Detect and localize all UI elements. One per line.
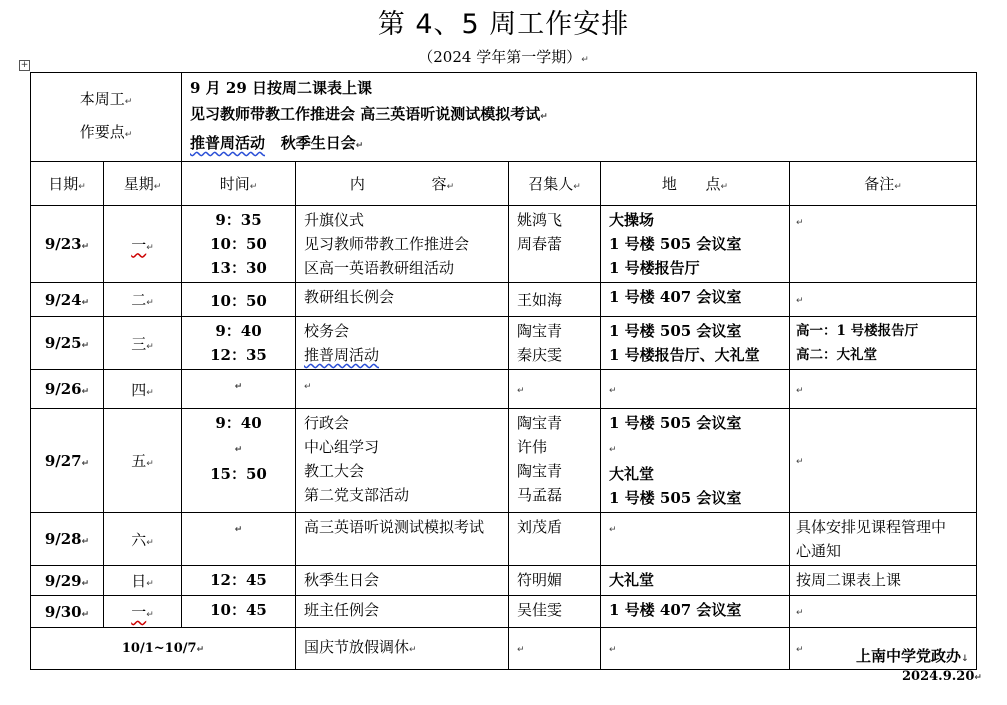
convener-entry: 马孟磊 [517, 486, 563, 504]
date-cell: 9/27↵ [31, 409, 104, 513]
content-cell: ↵ [296, 370, 509, 409]
time-cell [182, 283, 296, 317]
weekday-cell: 一↵ [104, 596, 182, 628]
notes-cell [790, 317, 977, 370]
convener-entry: 刘茂盾 [517, 518, 563, 536]
weekly-focus-label: 本周工↵ 作要点↵ [31, 73, 182, 162]
note-entry: 心通知 [796, 542, 842, 560]
table-row [31, 566, 977, 596]
time-cell: ↵ [182, 513, 296, 566]
location-entry: ↵ [609, 445, 617, 455]
table-row [31, 596, 977, 628]
date-cell: 9/28↵ [31, 513, 104, 566]
date-cell: 9/30↵ [31, 596, 104, 628]
location-cell: ↵ [601, 513, 790, 566]
location-entry: 1 号楼 505 会议室 [609, 322, 742, 340]
date-cell: 9/23↵ [31, 206, 104, 283]
weekday-cell: 四↵ [104, 370, 182, 409]
convener-entry: 周春蕾 [517, 235, 563, 253]
content-entry: 区高一英语教研组活动 [304, 259, 455, 277]
location-entry: 大操场 [609, 211, 655, 229]
location-entry: 1 号楼 505 会议室 [609, 414, 742, 432]
location-entry: 大礼堂 [609, 571, 655, 589]
focus-item: 推普周活动 [190, 134, 266, 152]
date-cell: 9/29↵ [31, 566, 104, 596]
convener-cell: ↵ [509, 370, 601, 409]
weekday-cell: 六↵ [104, 513, 182, 566]
focus-item: 秋季生日会 [280, 134, 356, 152]
location-entry: 1 号楼 407 会议室 [609, 288, 742, 306]
date-cell: 9/25↵ [31, 317, 104, 370]
content-cell [296, 513, 509, 566]
weekday-cell: 二↵ [104, 283, 182, 317]
time-entry: ↵ [234, 445, 243, 455]
notes-cell: ↵ [790, 409, 977, 513]
header-weekday: 星期↵ [104, 162, 182, 206]
time-entry: 10：45 [210, 601, 267, 619]
location-cell [601, 317, 790, 370]
header-location: 地 点↵ [601, 162, 790, 206]
time-entry: 15：50 [210, 465, 267, 483]
content-entry: 教工大会 [304, 462, 365, 480]
convener-entry: 陶宝青 [517, 322, 563, 340]
convener-cell: ↵ [509, 628, 601, 670]
time-entry: 12：35 [210, 346, 267, 364]
date-cell: 9/24↵ [31, 283, 104, 317]
time-cell [182, 566, 296, 596]
header-content: 内 容↵ [296, 162, 509, 206]
time-entry: 9：35 [215, 211, 262, 229]
table-row [31, 206, 977, 283]
location-entry: 1 号楼 505 会议室 [609, 235, 742, 253]
convener-entry: 王如海 [517, 290, 563, 309]
location-entry: 1 号楼报告厅、大礼堂 [609, 346, 760, 364]
weekday-cell: 三↵ [104, 317, 182, 370]
focus-line: 推普周活动 秋季生日会↵ [190, 134, 364, 152]
notes-cell: ↵ [790, 596, 977, 628]
note-entry: 高一：1 号楼报告厅 [796, 323, 919, 339]
convener-cell [509, 596, 601, 628]
table-row [31, 370, 977, 409]
time-cell [182, 206, 296, 283]
time-entry: 13：30 [210, 259, 267, 277]
convener-cell [509, 513, 601, 566]
weekday-cell: 五↵ [104, 409, 182, 513]
content-entry: 第二党支部活动 [304, 486, 410, 504]
table-row [31, 283, 977, 317]
note-entry: 高二：大礼堂 [796, 347, 877, 363]
notes-cell [790, 513, 977, 566]
content-cell [296, 566, 509, 596]
table-row [31, 409, 977, 513]
content-entry: 行政会 [304, 414, 350, 432]
time-entry: 9：40 [215, 414, 262, 432]
content-cell [296, 409, 509, 513]
schedule-table [30, 72, 977, 670]
location-entry: 1 号楼 407 会议室 [609, 601, 742, 619]
time-entry: 10：50 [210, 291, 267, 310]
header-notes: 备注↵ [790, 162, 977, 206]
convener-entry: 吴佳雯 [517, 601, 563, 619]
holiday-content-cell: 国庆节放假调休↵ [296, 628, 509, 670]
convener-cell [509, 283, 601, 317]
convener-cell [509, 206, 601, 283]
header-convener: 召集人↵ [509, 162, 601, 206]
header-date: 日期↵ [31, 162, 104, 206]
focus-label-line: 作要点 [79, 123, 125, 141]
location-cell [601, 283, 790, 317]
content-entry: 校务会 [304, 322, 350, 340]
convener-cell [509, 566, 601, 596]
convener-entry: 许伟 [517, 438, 548, 456]
page-title: 第 4、5 周工作安排 [377, 9, 630, 40]
table-move-handle-icon[interactable]: + [20, 60, 29, 70]
table-row [31, 513, 977, 566]
focus-label-line: 本周工 [79, 90, 125, 108]
convener-cell [509, 317, 601, 370]
subtitle-text: （2024 学年第一学期） [418, 48, 582, 66]
time-entry: 10：50 [210, 235, 267, 253]
note-entry: 具体安排见课程管理中 [796, 518, 947, 536]
location-entry: 大礼堂 [609, 465, 655, 483]
content-entry: 见习教师带教工作推进会 [304, 235, 470, 253]
page-subtitle: （2024 学年第一学期）↵ [418, 48, 589, 66]
location-cell [601, 566, 790, 596]
header-row [31, 162, 977, 206]
notes-cell: ↵ [790, 370, 977, 409]
location-entry: 1 号楼报告厅 [609, 259, 700, 277]
location-cell [601, 206, 790, 283]
notes-cell: ↵ [790, 206, 977, 283]
focus-line: 见习教师带教工作推进会 高三英语听说测试模拟考试↵ [190, 105, 548, 123]
holiday-row [31, 628, 977, 670]
notes-cell: ↵ [790, 283, 977, 317]
time-entry: 9：40 [215, 322, 262, 340]
content-entry: 升旗仪式 [304, 211, 365, 229]
convener-entry: 陶宝青 [517, 462, 563, 480]
footer-organization: 上南中学党政办↓ [856, 647, 969, 665]
convener-entry: 姚鸿飞 [517, 211, 563, 229]
holiday-range-cell: 10/1~10/7↵ [31, 628, 296, 670]
weekday-cell: 日↵ [104, 566, 182, 596]
content-entry: 班主任例会 [304, 601, 380, 619]
time-cell [182, 596, 296, 628]
convener-cell [509, 409, 601, 513]
content-entry: 高三英语听说测试模拟考试 [304, 518, 485, 536]
convener-entry: 陶宝青 [517, 414, 563, 432]
header-time: 时间↵ [182, 162, 296, 206]
notes-cell: ↵ [790, 628, 977, 670]
weekly-focus-content [182, 73, 977, 162]
note-entry: 按周二课表上课 [796, 571, 902, 589]
content-cell [296, 283, 509, 317]
time-cell: ↵ [182, 370, 296, 409]
weekday-cell: 一↵ [104, 206, 182, 283]
date-cell: 9/26↵ [31, 370, 104, 409]
time-cell [182, 409, 296, 513]
location-entry: 1 号楼 505 会议室 [609, 489, 742, 507]
location-cell [601, 596, 790, 628]
content-cell [296, 317, 509, 370]
footer-date: 2024.9.20↵ [902, 669, 982, 684]
location-cell [601, 409, 790, 513]
location-cell: ↵ [601, 628, 790, 670]
content-entry: 教研组长例会 [304, 288, 395, 306]
time-entry: 12：45 [210, 571, 267, 589]
content-entry: 秋季生日会 [304, 571, 380, 589]
focus-line: 9 月 29 日按周二课表上课 [190, 79, 372, 97]
notes-cell [790, 566, 977, 596]
convener-entry: 秦庆雯 [517, 346, 563, 364]
content-entry: 推普周活动 [304, 346, 380, 364]
location-cell: ↵ [601, 370, 790, 409]
content-entry: 中心组学习 [304, 438, 380, 456]
convener-entry: 符明媚 [517, 571, 563, 589]
time-cell [182, 317, 296, 370]
weekly-focus-row [31, 73, 977, 162]
table-row [31, 317, 977, 370]
content-cell [296, 206, 509, 283]
content-cell [296, 596, 509, 628]
